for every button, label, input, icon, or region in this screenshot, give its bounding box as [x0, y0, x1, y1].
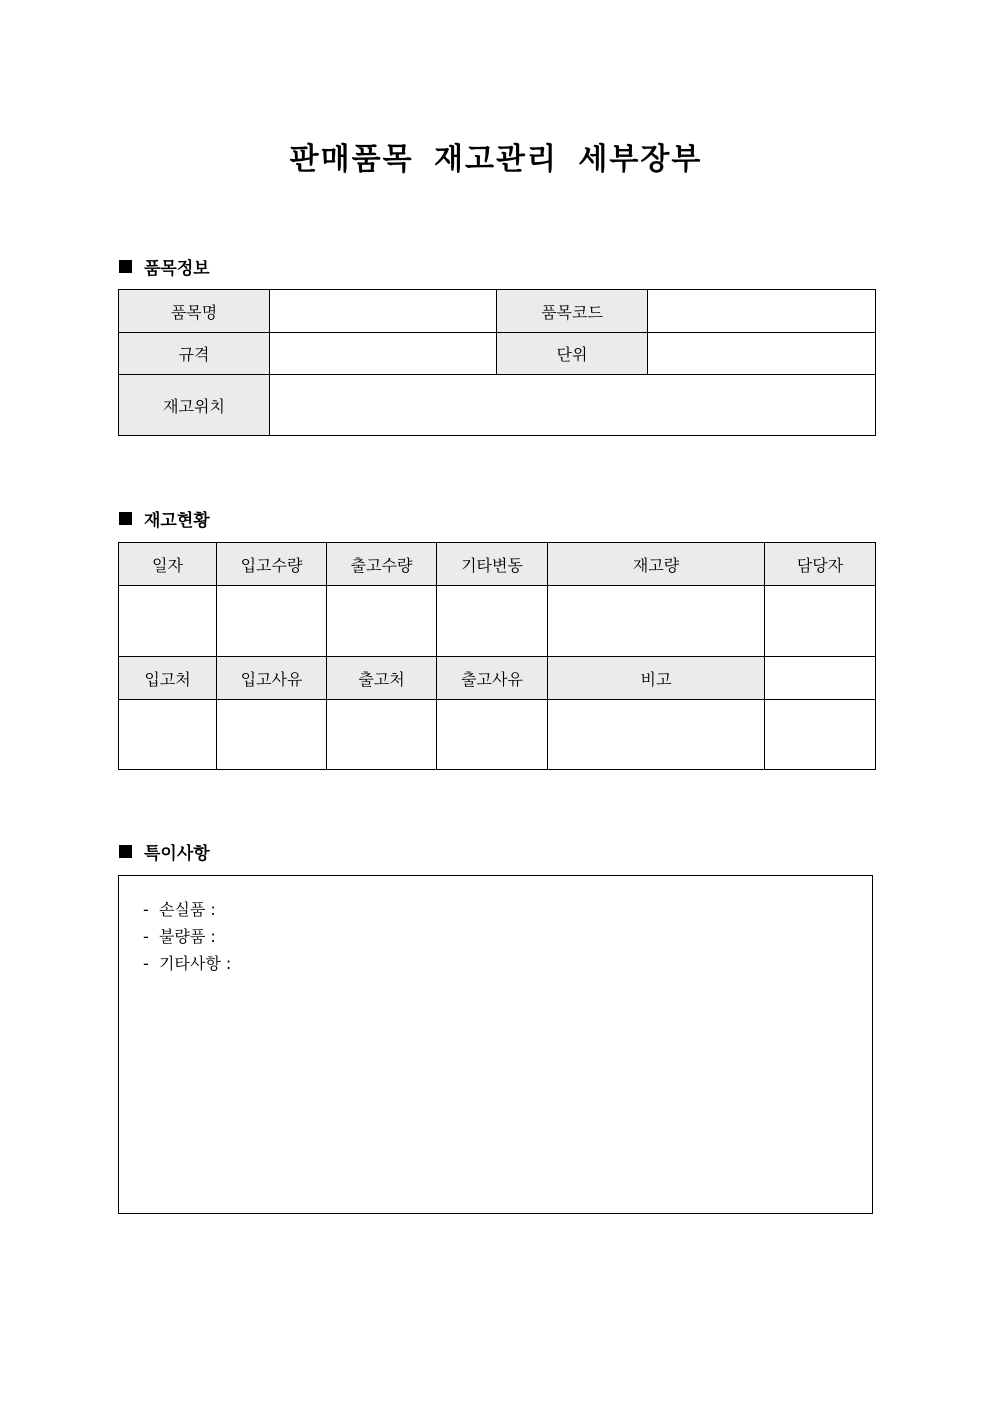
header-outbound-qty: 출고수량 [327, 543, 437, 586]
item-name-label: 품목명 [119, 290, 270, 333]
header-stock-qty: 재고량 [548, 543, 765, 586]
outbound-reason-field[interactable] [437, 700, 548, 770]
square-bullet-icon [119, 845, 132, 858]
location-label: 재고위치 [119, 375, 270, 436]
unit-field[interactable] [648, 333, 876, 375]
header-manager: 담당자 [765, 543, 876, 586]
section-heading-label: 재고현황 [144, 511, 210, 531]
header-destination: 출고처 [327, 657, 437, 700]
manager-signature-field[interactable] [765, 657, 876, 700]
inbound-qty-field[interactable] [217, 586, 327, 657]
remarks-box[interactable] [118, 875, 873, 1214]
header-supplier: 입고처 [119, 657, 217, 700]
note-field[interactable] [548, 700, 765, 770]
item-name-field[interactable] [270, 290, 497, 333]
item-code-field[interactable] [648, 290, 876, 333]
header-note: 비고 [548, 657, 765, 700]
stock-status-table [118, 542, 876, 770]
supplier-field[interactable] [119, 700, 217, 770]
date-field[interactable] [119, 586, 217, 657]
document-title: 판매품목 재고관리 세부장부 [289, 142, 703, 177]
spec-field[interactable] [270, 333, 497, 375]
square-bullet-icon [119, 260, 132, 273]
header-inbound-qty: 입고수량 [217, 543, 327, 586]
remark-line-loss: - 손실품 : [143, 900, 216, 919]
section-heading-remarks [119, 839, 210, 864]
remark-line-other: - 기타사항 : [143, 954, 232, 973]
header-inbound-reason: 입고사유 [217, 657, 327, 700]
unit-label: 단위 [497, 333, 648, 375]
square-bullet-icon [119, 512, 132, 525]
item-code-label: 품목코드 [497, 290, 648, 333]
header-other-change: 기타변동 [437, 543, 548, 586]
remark-line-defect: - 불량품 : [143, 927, 216, 946]
section-heading-label: 특이사항 [144, 844, 210, 864]
spec-label: 규격 [119, 333, 270, 375]
location-field[interactable] [270, 375, 876, 436]
section-heading-item-info [119, 254, 210, 279]
header-outbound-reason: 출고사유 [437, 657, 548, 700]
manager-extra-field[interactable] [765, 700, 876, 770]
other-change-field[interactable] [437, 586, 548, 657]
manager-field[interactable] [765, 586, 876, 657]
inbound-reason-field[interactable] [217, 700, 327, 770]
header-date: 일자 [119, 543, 217, 586]
item-info-table [118, 289, 876, 436]
stock-qty-field[interactable] [548, 586, 765, 657]
destination-field[interactable] [327, 700, 437, 770]
section-heading-label: 품목정보 [144, 259, 210, 279]
section-heading-stock-status [119, 506, 210, 531]
outbound-qty-field[interactable] [327, 586, 437, 657]
